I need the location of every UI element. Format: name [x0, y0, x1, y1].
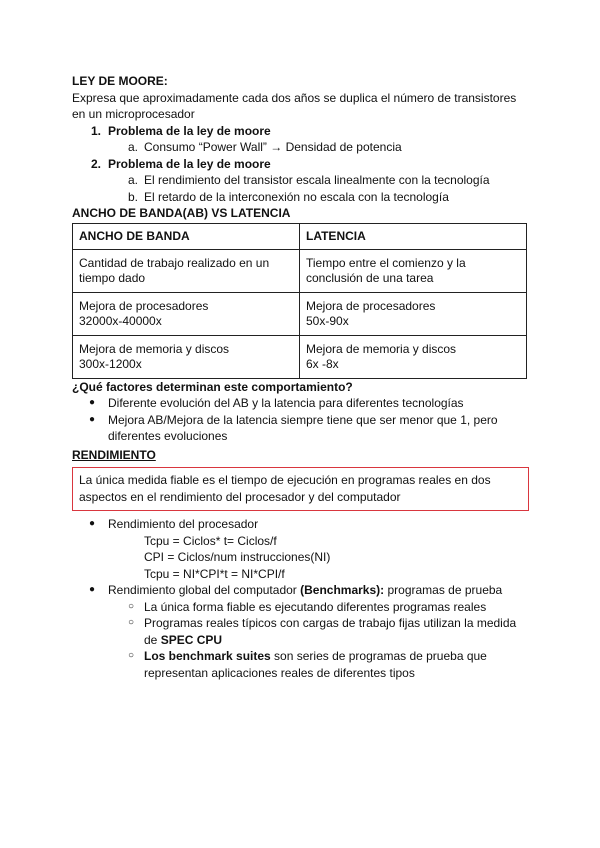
item-letter: b.	[128, 189, 139, 204]
table-cell	[300, 292, 527, 335]
list-item	[72, 599, 532, 616]
rend-bullet-list-2	[72, 582, 532, 599]
moore-problems-list	[72, 123, 532, 140]
cell-line: 50x-90x	[306, 313, 349, 328]
cell-line: Mejora de procesadores	[79, 298, 209, 313]
box-line: La única medida fiable es el tiempo de ejecución en programas reales en dos	[79, 473, 491, 487]
problem-1-title: Problema de la ley de moore	[108, 123, 271, 138]
list-item	[72, 395, 532, 412]
ab-vs-latency-table	[72, 223, 527, 379]
list-item-text: programas de prueba	[384, 583, 503, 597]
table-row	[73, 292, 527, 335]
table-header-cell: ANCHO DE BANDA	[73, 223, 300, 249]
list-item-text: son series de programas de prueba que	[270, 649, 487, 663]
list-item-text: Programas reales típicos con cargas de trabajo fijas utilizan la medida	[144, 616, 517, 630]
ab-section-title: ANCHO DE BANDA(AB) VS LATENCIA	[72, 206, 291, 220]
item-letter: a.	[128, 173, 139, 187]
rendimiento-title: RENDIMIENTO	[72, 447, 156, 462]
formula-line: CPI = Ciclos/num instrucciones(NI)	[144, 550, 331, 564]
table-row	[73, 335, 527, 378]
cell-line: Cantidad de trabajo realizado en un	[79, 255, 270, 270]
list-item	[72, 648, 532, 681]
list-item-text: representan aplicaciones reales de diferentes tipos	[144, 665, 415, 680]
moore-title: LEY DE MOORE:	[72, 74, 168, 88]
list-item-text: Rendimiento del procesador	[108, 517, 259, 531]
table-cell	[73, 249, 300, 292]
box-line: aspectos en el rendimiento del procesador y del computador	[79, 489, 401, 504]
list-item-text: La única forma fiable es ejecutando diferentes programas reales	[144, 599, 487, 614]
document-page	[72, 73, 532, 681]
benchmarks-bold: (Benchmarks):	[300, 583, 385, 597]
bullet-icon: ●	[89, 397, 96, 408]
circle-bullet-icon: ○	[128, 617, 135, 628]
list-item	[72, 412, 532, 445]
list-item-text: Mejora AB/Mejora de la latencia siempre tiene que ser menor que 1, pero	[108, 412, 498, 427]
moore-problems-list-2	[72, 156, 532, 173]
cell-line: Mejora de memoria y discos	[306, 341, 457, 356]
problem-2-title: Problema de la ley de moore	[108, 156, 271, 171]
cell-line: 300x-1200x	[79, 356, 142, 371]
item-letter: a.	[128, 140, 139, 154]
moore-desc-line2: en un microprocesador	[72, 107, 195, 121]
cell-line: conclusión de una tarea	[306, 270, 434, 285]
problem-2-number: 2.	[91, 156, 102, 171]
benchmark-suites-bold: Los benchmark suites	[144, 649, 271, 663]
problem-1-item-a	[72, 139, 532, 156]
formula-line: Tcpu = Ciclos* t= Ciclos/f	[144, 533, 277, 548]
cell-line: tiempo dado	[79, 270, 146, 285]
bullet-icon: ●	[89, 584, 96, 595]
cell-line: Mejora de memoria y discos	[79, 341, 230, 356]
highlight-box	[72, 467, 529, 511]
list-item-text: Diferente evolución del AB y la latencia para diferentes tecnologías	[108, 396, 464, 410]
table-header-row	[73, 223, 527, 249]
bullet-icon: ●	[89, 413, 96, 425]
circle-bullet-icon: ○	[128, 600, 135, 612]
formula-line: Tcpu = NI*CPI*t = NI*CPI/f	[144, 566, 285, 581]
list-item	[72, 516, 532, 533]
list-item-text: diferentes evoluciones	[108, 429, 228, 443]
problem-2-items	[72, 172, 532, 205]
list-item-text: de	[144, 632, 161, 647]
item-text: Consumo “Power Wall” → Densidad de potencia	[144, 140, 402, 154]
table-cell	[300, 335, 527, 378]
table-cell	[300, 249, 527, 292]
cell-line: Tiempo entre el comienzo y la	[306, 255, 466, 270]
problem-1-items	[72, 139, 532, 156]
benchmark-sublist	[72, 599, 532, 682]
cell-line: 32000x-40000x	[79, 313, 162, 328]
cell-line: Mejora de procesadores	[306, 298, 436, 313]
problem-1-number: 1.	[91, 123, 102, 138]
problem-2-item-a	[72, 172, 532, 189]
list-item	[72, 615, 532, 648]
ab-question: ¿Qué factores determinan este comportamiento?	[72, 379, 353, 394]
rend-bullet-list	[72, 516, 532, 533]
moore-desc-line1: Expresa que aproximadamente cada dos años se duplica el número de transistores	[72, 90, 517, 105]
table-cell	[73, 292, 300, 335]
table-row	[73, 249, 527, 292]
item-text: El rendimiento del transistor escala linealmente con la tecnología	[144, 173, 490, 187]
cell-line: 6x -8x	[306, 356, 339, 371]
table-header-cell: LATENCIA	[300, 223, 527, 249]
list-item-text: Rendimiento global del computador	[108, 583, 301, 597]
circle-bullet-icon: ○	[128, 650, 135, 661]
table-cell	[73, 335, 300, 378]
ab-bullet-list	[72, 395, 532, 445]
problem-1	[72, 123, 532, 140]
problem-2	[72, 156, 532, 173]
item-text: El retardo de la interconexión no escala con la tecnología	[144, 189, 449, 204]
problem-2-item-b	[72, 189, 532, 206]
bullet-icon: ●	[89, 518, 96, 529]
list-item	[72, 582, 532, 599]
spec-cpu-bold: SPEC CPU	[160, 632, 223, 647]
